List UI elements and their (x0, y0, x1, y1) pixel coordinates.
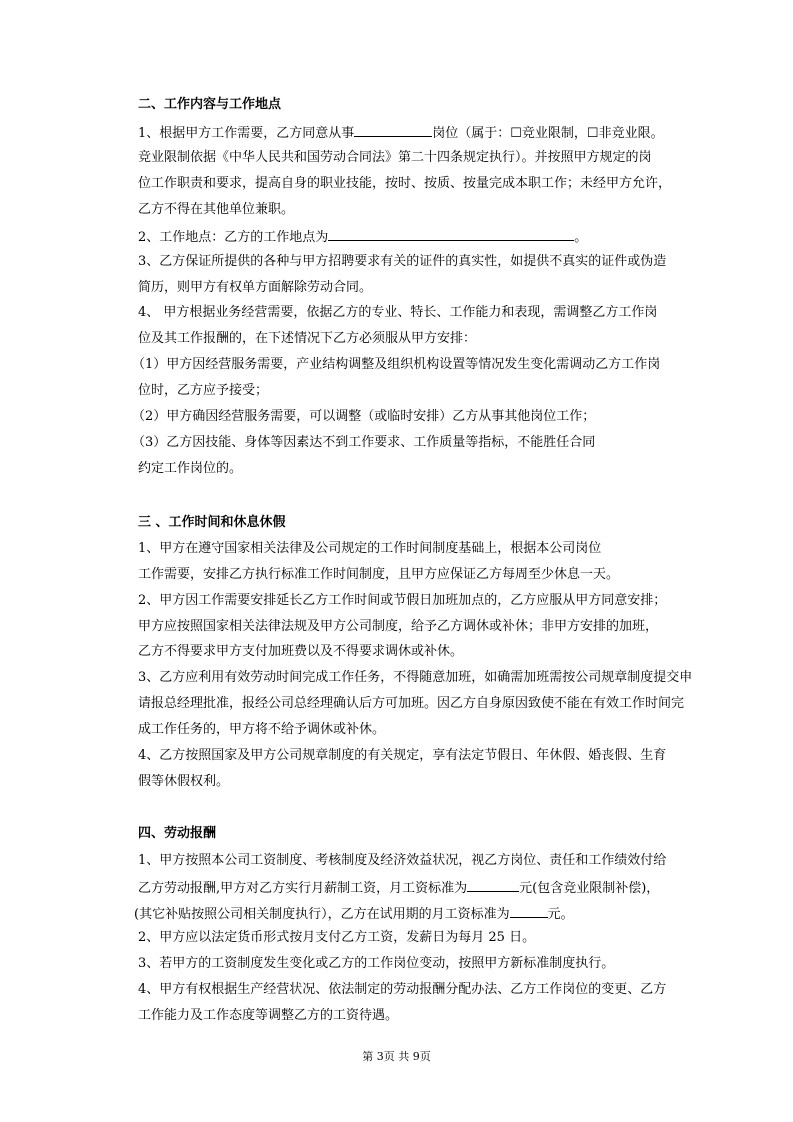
paragraph-line: 甲方应按照国家相关法律法规及甲方公司制度，给予乙方调休或补休；非甲方安排的加班， (138, 619, 659, 634)
paragraph-line: 假等休假权利。 (138, 774, 230, 789)
paragraph-line: 简历，则甲方有权单方面解除劳动合同。 (138, 280, 373, 295)
paragraph-line: （2）甲方确因经营服务需要，可以调整（或临时安排）乙方从事其他岗位工作； (132, 409, 596, 424)
paragraph-line: 乙方劳动报酬,甲方对乙方实行月薪制工资，月工资标准为 元(包含竞业限制补偿)， (138, 881, 660, 896)
paragraph-line: 乙方不得在其他单位兼职。 (138, 202, 295, 217)
paragraph-line: 乙方不得要求甲方支付加班费以及不得要求调休或补休。 (138, 644, 464, 659)
position-blank (354, 124, 432, 137)
paragraph-line: 2、甲方因工作需要安排延长乙方工作时间或节假日加班加点的，乙方应服从甲方同意安排； (138, 593, 667, 608)
paragraph-line: 位工作职责和要求，提高自身的职业技能，按时、按质、按量完成本职工作；未经甲方允许， (138, 176, 672, 191)
paragraph-line: (其它补贴按照公司相关制度执行），乙方在试用期的月工资标准为 元。 (134, 907, 574, 922)
paragraph-line: 工作能力及工作态度等调整乙方的工资待遇。 (138, 1008, 399, 1023)
page-number: 第 3页 共 9页 (362, 1050, 431, 1063)
paragraph-line: 3、乙方应利用有效劳动时间完成工作任务，不得随意加班，如确需加班需按公司规章制度提交申 (138, 670, 693, 685)
work-location-blank (328, 228, 574, 241)
paragraph-line: （1）甲方因经营服务需要，产业结构调整及组织机构设置等情况发生变化需调动乙方工作岗 (132, 357, 661, 372)
paragraph-line: 约定工作岗位的。 (138, 461, 243, 476)
paragraph-line: 1、根据甲方工作需要，乙方同意从事 岗位（属于：☐竞业限制，☐非竞业限。 (138, 126, 664, 141)
paragraph-line: 成工作任务的，甲方将不给予调休或补休。 (138, 722, 386, 737)
paragraph-line: 1、甲方按照本公司工资制度、考核制度及经济效益状况，视乙方岗位、责任和工作绩效付给 (138, 853, 667, 868)
section-3-title: 三 、工作时间和休息休假 (138, 515, 286, 530)
paragraph-line: 1、甲方在遵守国家相关法律及公司规定的工作时间制度基础上，根据本公司岗位 (138, 541, 602, 556)
paragraph-line: 2、甲方应以法定货币形式按月支付乙方工资，发薪日为每月 25 日。 (138, 930, 536, 945)
paragraph-line: 4、 甲方根据业务经营需要，依据乙方的专业、特长、工作能力和表现，需调整乙方工作岗 (138, 305, 658, 320)
paragraph-line: 位时，乙方应予接受； (138, 383, 269, 398)
paragraph-line: 3、若甲方的工资制度发生变化或乙方的工作岗位变动，按照甲方新标准制度执行。 (138, 956, 615, 971)
paragraph-line: 请报总经理批准，报经公司总经理确认后方可加班。因乙方自身原因致使不能在有效工作时间完 (138, 696, 685, 711)
paragraph-line: 2、工作地点：乙方的工作地点为 。 (138, 230, 588, 245)
paragraph-line: （3）乙方因技能、身体等因素达不到工作要求、工作质量等指标，不能胜任合同 (132, 435, 596, 450)
paragraph-line: 4、乙方按照国家及甲方公司规章制度的有关规定，享有法定节假日、年休假、婚丧假、生育 (138, 748, 667, 763)
section-4-title: 四、劳动报酬 (138, 826, 217, 841)
probation-salary-blank (510, 905, 548, 918)
section-2-title: 二、工作内容与工作地点 (138, 97, 282, 112)
paragraph-line: 4、甲方有权根据生产经营状况、依法制定的劳动报酬分配办法、乙方工作岗位的变更、乙方 (138, 982, 667, 997)
paragraph-line: 3、乙方保证所提供的各种与甲方招聘要求有关的证件的真实性，如提供不真实的证件或伪造 (138, 254, 667, 269)
paragraph-line: 竞业限制依据《中华人民共和国劳动合同法》第二十四条规定执行）。并按照甲方规定的岗 (138, 150, 652, 165)
paragraph-line: 位及其工作报酬的，在下述情况下乙方必须服从甲方安排： (138, 331, 477, 346)
paragraph-line: 工作需要，安排乙方执行标准工作时间制度，且甲方应保证乙方每周至少休息一天。 (138, 567, 620, 582)
monthly-salary-blank (467, 879, 519, 892)
